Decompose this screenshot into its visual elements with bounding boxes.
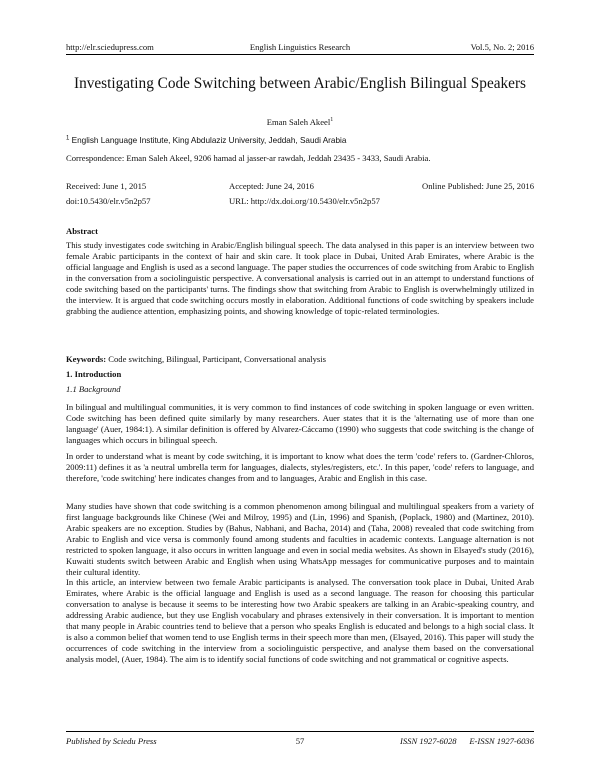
- footer-eissn: E-ISSN 1927-6036: [469, 736, 534, 746]
- footer-publisher: Published by Sciedu Press: [66, 736, 157, 746]
- paragraph-4: In this article, an interview between two female Arabic participants is analysed. The conversation took place in Dubai, United Arab Emirates, where Arabic is the official language and English is used as a second language. The reason for choosing this particular conversation to analyse is because it seems to be interesting how two Arabic speakers are talking in an Arabic-speaking country, and addressing Arabic audience, but they use English vocabulary and phrases extensively in their conversation. It is important to mention that many people in Arabic countries tend to believe that a person who speaks English is educated and belongs to a high social class. It is also a common belief that women tend to use English terms in their speech more than men, (Elsayed, 2016). This paper will study the occurrences of code switching in the interview from a sociolinguistic perspective, and analyse them based on the conversational analysis model, (Auer, 1984). The aim is to identify social functions of code switching and not grammatical or cognitive aspects.: [66, 577, 534, 664]
- header-volume: Vol.5, No. 2; 2016: [470, 42, 534, 52]
- keywords: [66, 354, 534, 365]
- subsection-heading-background: 1.1 Background: [66, 384, 121, 394]
- article-url[interactable]: URL: http://dx.doi.org/10.5430/elr.v5n2p57: [229, 196, 380, 206]
- correspondence: Correspondence: Eman Saleh Akeel, 9206 hamad al jasser-ar rawdah, Jeddah 23435 - 3433, Saudi Arabia.: [66, 153, 431, 163]
- keywords-label: Keywords:: [66, 354, 107, 364]
- abstract-heading: Abstract: [66, 226, 98, 236]
- paragraph-3: Many studies have shown that code switching is a common phenomenon among bilingual and multilingual speakers from a variety of first language backgrounds like Chinese (Wei and Milroy, 1995) and (Lin, 1996) and Spanish, (Poplack, 1980) and (Martinez, 2010). Arabic speakers are no exception. Studies by (Bahus, Nabhani, and Bacha, 2014) and (Taha, 2008) revealed that code switching from Arabic to English and vice versa is commonly found among students and faculties in academic contexts. Language alternation is not restricted to spoken language, it also occurs in written language and even in social media websites. As shown in Elsayed's study (2016), Kuwaiti students switch between Arabic and English when using WhatsApp messages for communicative purposes and to maintain their cultural identity.: [66, 501, 534, 577]
- published-date: Online Published: June 25, 2016: [422, 181, 534, 191]
- affiliation-superscript: 1: [66, 135, 70, 142]
- affiliation: [66, 135, 534, 146]
- paragraph-1: In bilingual and multilingual communities, it is very common to find instances of code switching in spoken language or even written. Code switching has been defined quite similarly by many researchers. Auer states that it is the 'alternating use of more than one language' (Auer, 1984:1). A similar definition is offered by Alvarez-Cáccamo (1990) who suggests that code switching is the change of languages which occurs in bilingual speech.: [66, 402, 534, 445]
- footer-issn: ISSN 1927-6028: [400, 736, 457, 746]
- author-line: [66, 117, 534, 128]
- footer-rule: [66, 731, 534, 732]
- doi: doi:10.5430/elr.v5n2p57: [66, 196, 151, 206]
- paper-title: Investigating Code Switching between Arabic/English Bilingual Speakers: [73, 75, 527, 92]
- header-url: http://elr.sciedupress.com: [66, 42, 154, 52]
- header-journal: English Linguistics Research: [249, 42, 351, 52]
- accepted-date: Accepted: June 24, 2016: [229, 181, 314, 191]
- affiliation-text: English Language Institute, King Abdulaziz University, Jeddah, Saudi Arabia: [71, 136, 347, 145]
- footer-page-number: 57: [295, 736, 305, 746]
- paragraph-2: In order to understand what is meant by code switching, it is important to know what does the term 'code' refers to. (Gardner-Chloros, 2009:11) defines it as 'a neutral umbrella term for languages, dialects, styles/registers, etc.'. In this paper, 'code' refers to language, and therefore, 'code switching' here indicates changes from and to languages, Arabic and English in this case.: [66, 451, 534, 483]
- abstract-text: This study investigates code switching in Arabic/English bilingual speech. The data analysed in this paper is an interview between two female Arabic participants in the context of hair and skin care. It took place in Dubai, United Arab Emirates, where Arabic is the official language and English is used as a second language. The paper studies the occurrences of code switching from Arabic to English in the conversation from a sociolinguistic perspective. A conversational analysis is carried out in an attempt to understand functions of code switching based on the participants' turns. The findings show that switching from Arabic to English is overwhelmingly utilized in the interview. It is argued that code switching occurs mostly in elaboration. Additional functions of code switching by speakers include grabbing the audience attention, emphasizing points, and showing knowledge of topic-related terminologies.: [66, 240, 534, 316]
- received-date: Received: June 1, 2015: [66, 181, 147, 191]
- author-name: Eman Saleh Akeel: [266, 117, 331, 127]
- section-heading-introduction: 1. Introduction: [66, 369, 122, 379]
- keywords-text: Code switching, Bilingual, Participant, Conversational analysis: [108, 354, 326, 364]
- author-superscript: 1: [330, 117, 334, 124]
- header-rule: [66, 54, 534, 55]
